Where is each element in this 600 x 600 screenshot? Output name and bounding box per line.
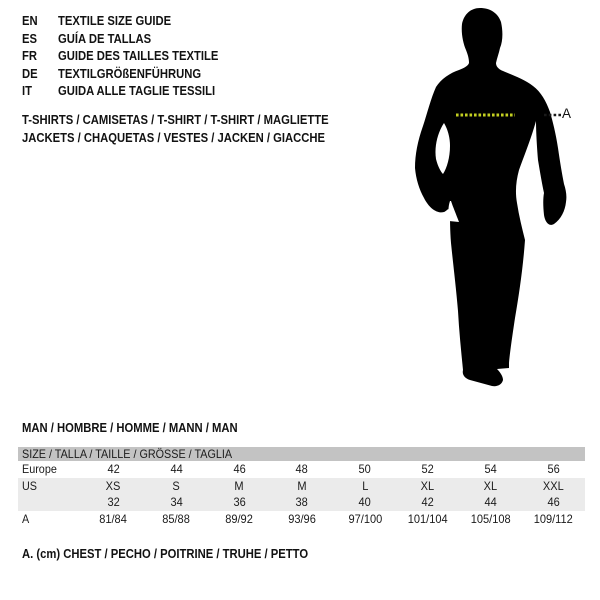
size-cell: 89/92	[225, 511, 254, 526]
language-row	[22, 48, 236, 66]
row-label: US	[18, 478, 82, 495]
row-label: Europe	[22, 462, 57, 477]
size-cell: 38	[271, 494, 334, 511]
size-cell: 42	[396, 494, 459, 511]
size-cell: XL	[396, 478, 459, 495]
size-cell: 93/96	[288, 511, 316, 526]
size-row-us-numeric	[18, 494, 585, 511]
size-cell: 46	[233, 462, 246, 477]
size-cell: M	[271, 478, 334, 495]
size-cell: XL	[459, 478, 522, 495]
category-title-tshirts: T-SHIRTS / CAMISETAS / T-SHIRT / T-SHIRT / MAGLIETTE	[22, 113, 329, 127]
row-label	[18, 494, 82, 511]
size-cell: 44	[459, 494, 522, 511]
size-cell: XS	[82, 478, 145, 495]
size-cell: 81/84	[99, 511, 128, 526]
size-table-header: SIZE / TALLA / TAILLE / GRÖSSE / TAGLIA	[18, 447, 585, 461]
language-name: GUÍA DE TALLAS	[58, 31, 152, 46]
category-title-jackets: JACKETS / CHAQUETAS / VESTES / JACKEN / GIACCHE	[22, 131, 325, 145]
size-cell: 97/100	[348, 511, 382, 526]
size-cell: 54	[484, 462, 497, 477]
size-cell: XXL	[522, 478, 585, 495]
size-cell: 34	[145, 494, 208, 511]
language-row	[22, 13, 236, 31]
size-table	[18, 447, 585, 527]
size-cell: 32	[82, 494, 145, 511]
size-cell: 101/104	[407, 511, 448, 526]
gender-heading: MAN / HOMBRE / HOMME / MANN / MAN	[22, 421, 238, 435]
size-row-chest	[18, 511, 585, 528]
language-name: TEXTILE SIZE GUIDE	[58, 14, 172, 28]
size-cell: 85/88	[162, 511, 191, 526]
language-code: IT	[22, 84, 32, 99]
language-row	[22, 83, 236, 101]
language-row	[22, 66, 236, 84]
size-cell: L	[334, 478, 397, 495]
size-cell: 105/108	[470, 511, 511, 526]
size-cell: 50	[358, 462, 372, 477]
language-code: EN	[22, 14, 38, 28]
size-cell: M	[208, 478, 271, 495]
language-row	[22, 31, 236, 49]
man-silhouette-figure	[395, 0, 600, 400]
size-cell: 48	[295, 462, 309, 477]
size-cell: 52	[421, 462, 434, 477]
category-titles	[22, 111, 363, 147]
size-cell: 44	[170, 462, 183, 477]
size-cell: 40	[334, 494, 397, 511]
measure-note: A. (cm) CHEST / PECHO / POITRINE / TRUHE / PETTO	[22, 547, 309, 561]
language-code: DE	[22, 66, 38, 81]
size-cell: 46	[522, 494, 585, 511]
size-cell: 42	[107, 462, 120, 477]
man-measurement-figure	[395, 0, 600, 400]
language-code: ES	[22, 31, 38, 46]
size-row-europe	[18, 461, 585, 478]
language-name: GUIDE DES TAILLES TEXTILE	[58, 49, 219, 64]
row-label: A	[22, 511, 30, 526]
language-code: FR	[22, 49, 38, 64]
size-cell: 36	[208, 494, 271, 511]
size-cell: S	[145, 478, 208, 495]
language-name: GUIDA ALLE TAGLIE TESSILI	[58, 84, 216, 99]
measure-label-a: A	[562, 106, 572, 121]
man-silhouette	[415, 8, 566, 386]
size-cell: 56	[547, 462, 560, 477]
size-row-us	[18, 478, 585, 495]
language-name: TEXTILGRÖßENFÜHRUNG	[58, 66, 202, 81]
language-list	[22, 13, 236, 101]
size-cell: 109/112	[534, 511, 574, 526]
size-table-header-row	[18, 447, 585, 461]
